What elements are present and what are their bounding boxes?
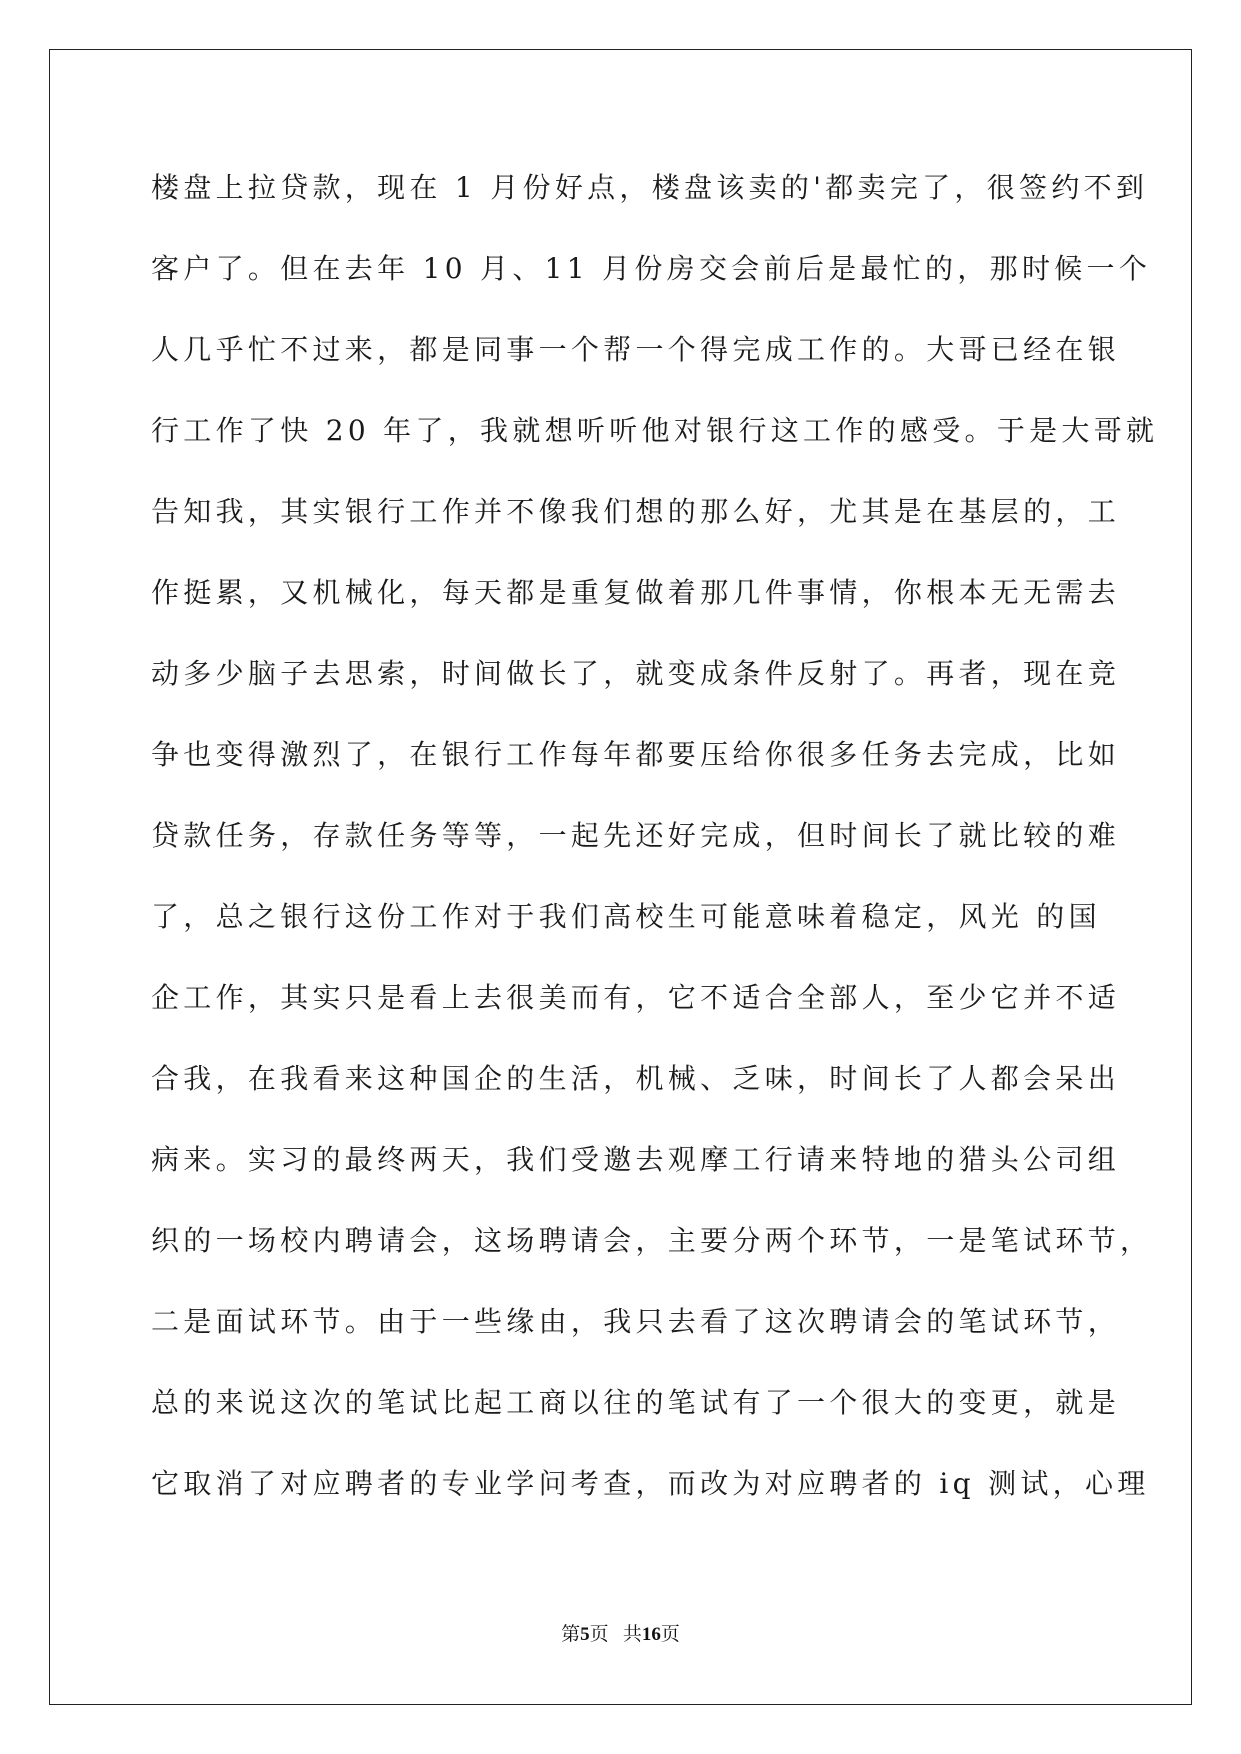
text-line: 动多少脑子去思索，时间做长了，就变成条件反射了。再者，现在竞 — [151, 657, 1121, 690]
total-pages: 16 — [641, 1624, 661, 1645]
page-footer — [0, 1619, 1241, 1646]
text-line: 病来。实习的最终两天，我们受邀去观摩工行请来特地的猎头公司组 — [151, 1143, 1121, 1176]
total-prefix: 共 — [622, 1624, 642, 1645]
text-line: 告知我，其实银行工作并不像我们想的那么好，尤其是在基层的，工 — [151, 495, 1121, 528]
text-line: 贷款任务，存款任务等等，一起先还好完成，但时间长了就比较的难 — [151, 819, 1121, 852]
text-line: 了，总之银行这份工作对于我们高校生可能意味着稳定，风光 的国 — [151, 900, 1101, 933]
text-line: 织的一场校内聘请会，这场聘请会，主要分两个环节，一是笔试环节， — [151, 1224, 1153, 1257]
text-line: 人几乎忙不过来，都是同事一个帮一个得完成工作的。大哥已经在银 — [151, 333, 1121, 366]
text-line: 客户了。但在去年 10 月、11 月份房交会前后是最忙的，那时候一个 — [151, 252, 1152, 285]
page-prefix: 第 — [561, 1624, 581, 1645]
text-line: 争也变得激烈了，在银行工作每年都要压给你很多任务去完成，比如 — [151, 738, 1121, 771]
text-line: 作挺累，又机械化，每天都是重复做着那几件事情，你根本无无需去 — [151, 576, 1121, 609]
document-body — [151, 160, 1159, 1537]
total-suffix: 页 — [660, 1624, 680, 1645]
text-line: 行工作了快 20 年了，我就想听听他对银行这工作的感受。于是大哥就 — [151, 414, 1159, 447]
page-suffix: 页 — [589, 1624, 609, 1645]
text-line: 二是面试环节。由于一些缘由，我只去看了这次聘请会的笔试环节， — [151, 1305, 1121, 1338]
text-line: 总的来说这次的笔试比起工商以往的笔试有了一个很大的变更，就是 — [151, 1386, 1121, 1419]
text-line: 企工作，其实只是看上去很美而有，它不适合全部人，至少它并不适 — [151, 981, 1121, 1014]
text-line: 楼盘上拉贷款，现在 1 月份好点，楼盘该卖的'都卖完了，很签约不到 — [151, 171, 1149, 204]
page-number: 5 — [580, 1624, 590, 1645]
text-line: 合我，在我看来这种国企的生活，机械、乏味，时间长了人都会呆出 — [151, 1062, 1121, 1095]
text-line: 它取消了对应聘者的专业学问考查，而改为对应聘者的 iq 测试，心理 — [151, 1467, 1150, 1500]
